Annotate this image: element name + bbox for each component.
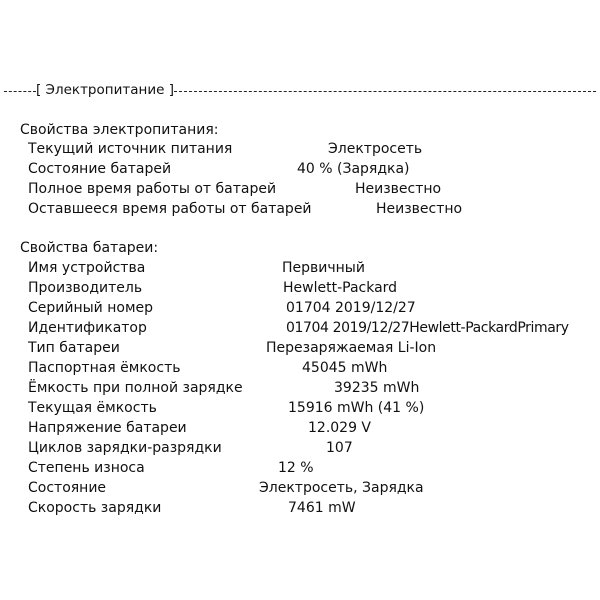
power-row-value: Неизвестно xyxy=(355,181,442,197)
battery-row-value: 12.029 V xyxy=(308,420,372,436)
battery-row-label: Производитель xyxy=(28,280,143,296)
battery-row-identifier xyxy=(28,318,596,338)
battery-row-value: 01704 2019/12/27 xyxy=(286,300,416,316)
battery-row-manufacturer xyxy=(28,278,596,298)
power-row-remaining-time xyxy=(28,199,596,219)
battery-row-value: Первичный xyxy=(282,260,365,276)
header-dash-left xyxy=(4,91,36,92)
battery-row-voltage xyxy=(28,418,596,438)
battery-row-value: 107 xyxy=(326,440,353,456)
battery-row-label: Идентификатор xyxy=(28,320,147,336)
power-row-value: Электросеть xyxy=(328,141,423,157)
power-row-source xyxy=(28,139,596,159)
battery-row-value: Hewlett-Packard xyxy=(283,280,398,296)
header-title: [ Электропитание ] xyxy=(36,82,174,98)
battery-row-label: Напряжение батареи xyxy=(28,420,187,436)
power-row-full-time xyxy=(28,179,596,199)
battery-row-label: Имя устройства xyxy=(28,260,146,276)
battery-row-full-charge-capacity xyxy=(28,378,596,398)
battery-row-label: Циклов зарядки-разрядки xyxy=(28,440,222,456)
battery-row-label: Серийный номер xyxy=(28,300,154,316)
battery-row-label: Ёмкость при полной зарядке xyxy=(28,380,243,396)
section-header-power xyxy=(4,82,596,98)
battery-row-cycle-count xyxy=(28,438,596,458)
battery-row-label: Паспортная ёмкость xyxy=(28,360,181,376)
power-row-battery-status xyxy=(28,159,596,179)
header-dash-right xyxy=(174,91,596,92)
power-row-label: Состояние батарей xyxy=(28,161,172,177)
battery-row-label: Тип батареи xyxy=(28,340,120,356)
battery-row-type xyxy=(28,338,596,358)
battery-row-label: Состояние xyxy=(28,480,107,496)
battery-section-title: Свойства батареи: xyxy=(20,240,159,256)
battery-row-state xyxy=(28,478,596,498)
battery-row-current-capacity xyxy=(28,398,596,418)
battery-row-value: Перезаряжаемая Li-Ion xyxy=(266,340,437,356)
battery-row-label: Текущая ёмкость xyxy=(28,400,157,416)
battery-row-value: Электросеть, Зарядка xyxy=(259,480,424,496)
power-section-title: Свойства электропитания: xyxy=(20,122,219,138)
battery-row-serial xyxy=(28,298,596,318)
battery-row-value: 15916 mWh (41 %) xyxy=(288,400,425,416)
battery-row-value: 01704 2019/12/27Hewlett-PackardPrimary xyxy=(286,320,569,336)
battery-row-device-name xyxy=(28,258,596,278)
battery-row-label: Скорость зарядки xyxy=(28,500,162,516)
power-row-label: Полное время работы от батарей xyxy=(28,181,277,197)
battery-row-value: 7461 mW xyxy=(288,500,356,516)
power-row-label: Текущий источник питания xyxy=(28,141,233,157)
battery-row-value: 45045 mWh xyxy=(302,360,388,376)
battery-row-wear-level xyxy=(28,458,596,478)
battery-row-value: 39235 mWh xyxy=(334,380,420,396)
battery-row-charge-rate xyxy=(28,498,596,518)
power-row-value: Неизвестно xyxy=(376,201,463,217)
battery-row-value: 12 % xyxy=(278,460,314,476)
battery-row-label: Степень износа xyxy=(28,460,145,476)
battery-row-design-capacity xyxy=(28,358,596,378)
power-row-label: Оставшееся время работы от батарей xyxy=(28,201,312,217)
power-row-value: 40 % (Зарядка) xyxy=(297,161,410,177)
